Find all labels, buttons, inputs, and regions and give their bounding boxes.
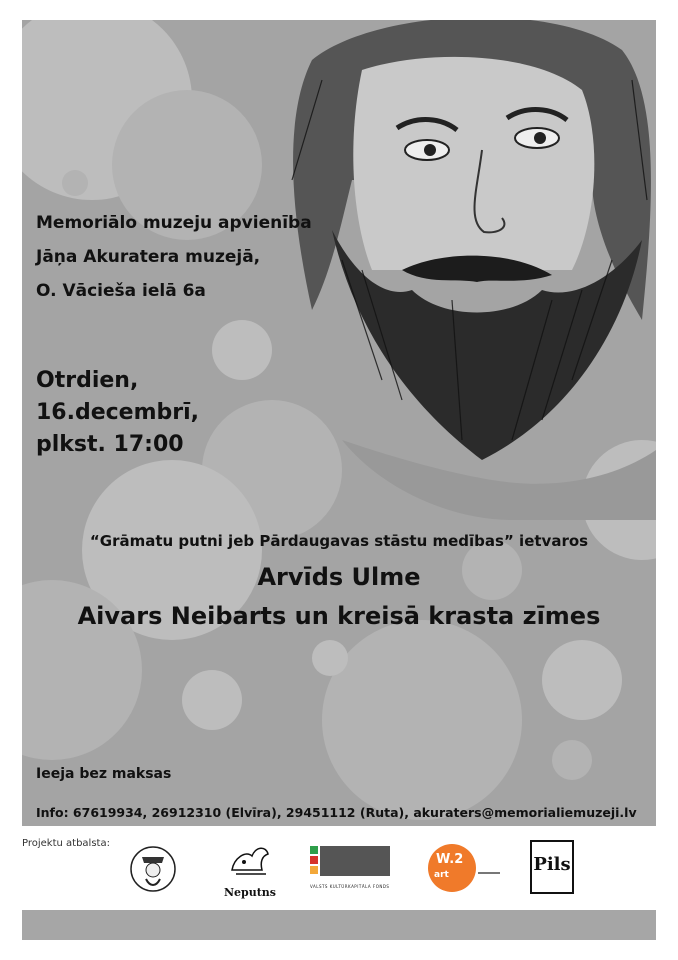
- event-series: “Grāmatu putni jeb Pārdaugavas stāstu medības” ietvaros: [89, 532, 589, 550]
- event-day: Otrdien,: [36, 368, 139, 393]
- bubble: [62, 170, 88, 196]
- neputns-logo: [222, 840, 278, 900]
- w2-logo-subtext: art: [434, 870, 449, 880]
- event-time: plkst. 17:00: [36, 432, 184, 457]
- bubble: [312, 640, 348, 676]
- venue-museum: Jāņa Akuratera muzejā,: [36, 247, 261, 267]
- footer-bar: [22, 910, 656, 940]
- performer-1: Arvīds Ulme: [257, 563, 421, 591]
- bubble: [552, 740, 592, 780]
- venue-name: Memoriālo muzeju apvienība: [36, 213, 312, 233]
- poster: [22, 20, 656, 826]
- bubble: [322, 620, 522, 820]
- bubble: [182, 670, 242, 730]
- kkf-logo: [310, 846, 392, 892]
- venue-address: O. Vācieša ielā 6a: [36, 281, 206, 301]
- pils-logo-text: Pils: [533, 854, 571, 875]
- entry-free: Ieeja bez maksas: [36, 766, 172, 782]
- w2-logo-text: W.2: [436, 852, 464, 867]
- neputns-logo-text: Neputns: [223, 886, 276, 899]
- event-date: 16.decembrī,: [36, 400, 200, 425]
- performer-2: Aivars Neibarts un kreisā krasta zīmes: [77, 602, 601, 630]
- bubble: [542, 640, 622, 720]
- w2-art-logo: [428, 840, 506, 896]
- w2-caption-line: [478, 872, 500, 874]
- info-contacts: Info: 67619934, 26912310 (Elvīra), 29451112 (Ruta), akuraters@memorialiemuzeji.lv: [36, 805, 637, 820]
- illustrated-character-logo: [128, 843, 178, 895]
- kkf-logo-text: VALSTS KULTŪRKAPITĀLA FONDS: [310, 884, 390, 889]
- bearded-man-portrait: [252, 20, 656, 520]
- pils-logo: [530, 840, 574, 894]
- sponsors-label: Projektu atbalsta:: [22, 838, 110, 849]
